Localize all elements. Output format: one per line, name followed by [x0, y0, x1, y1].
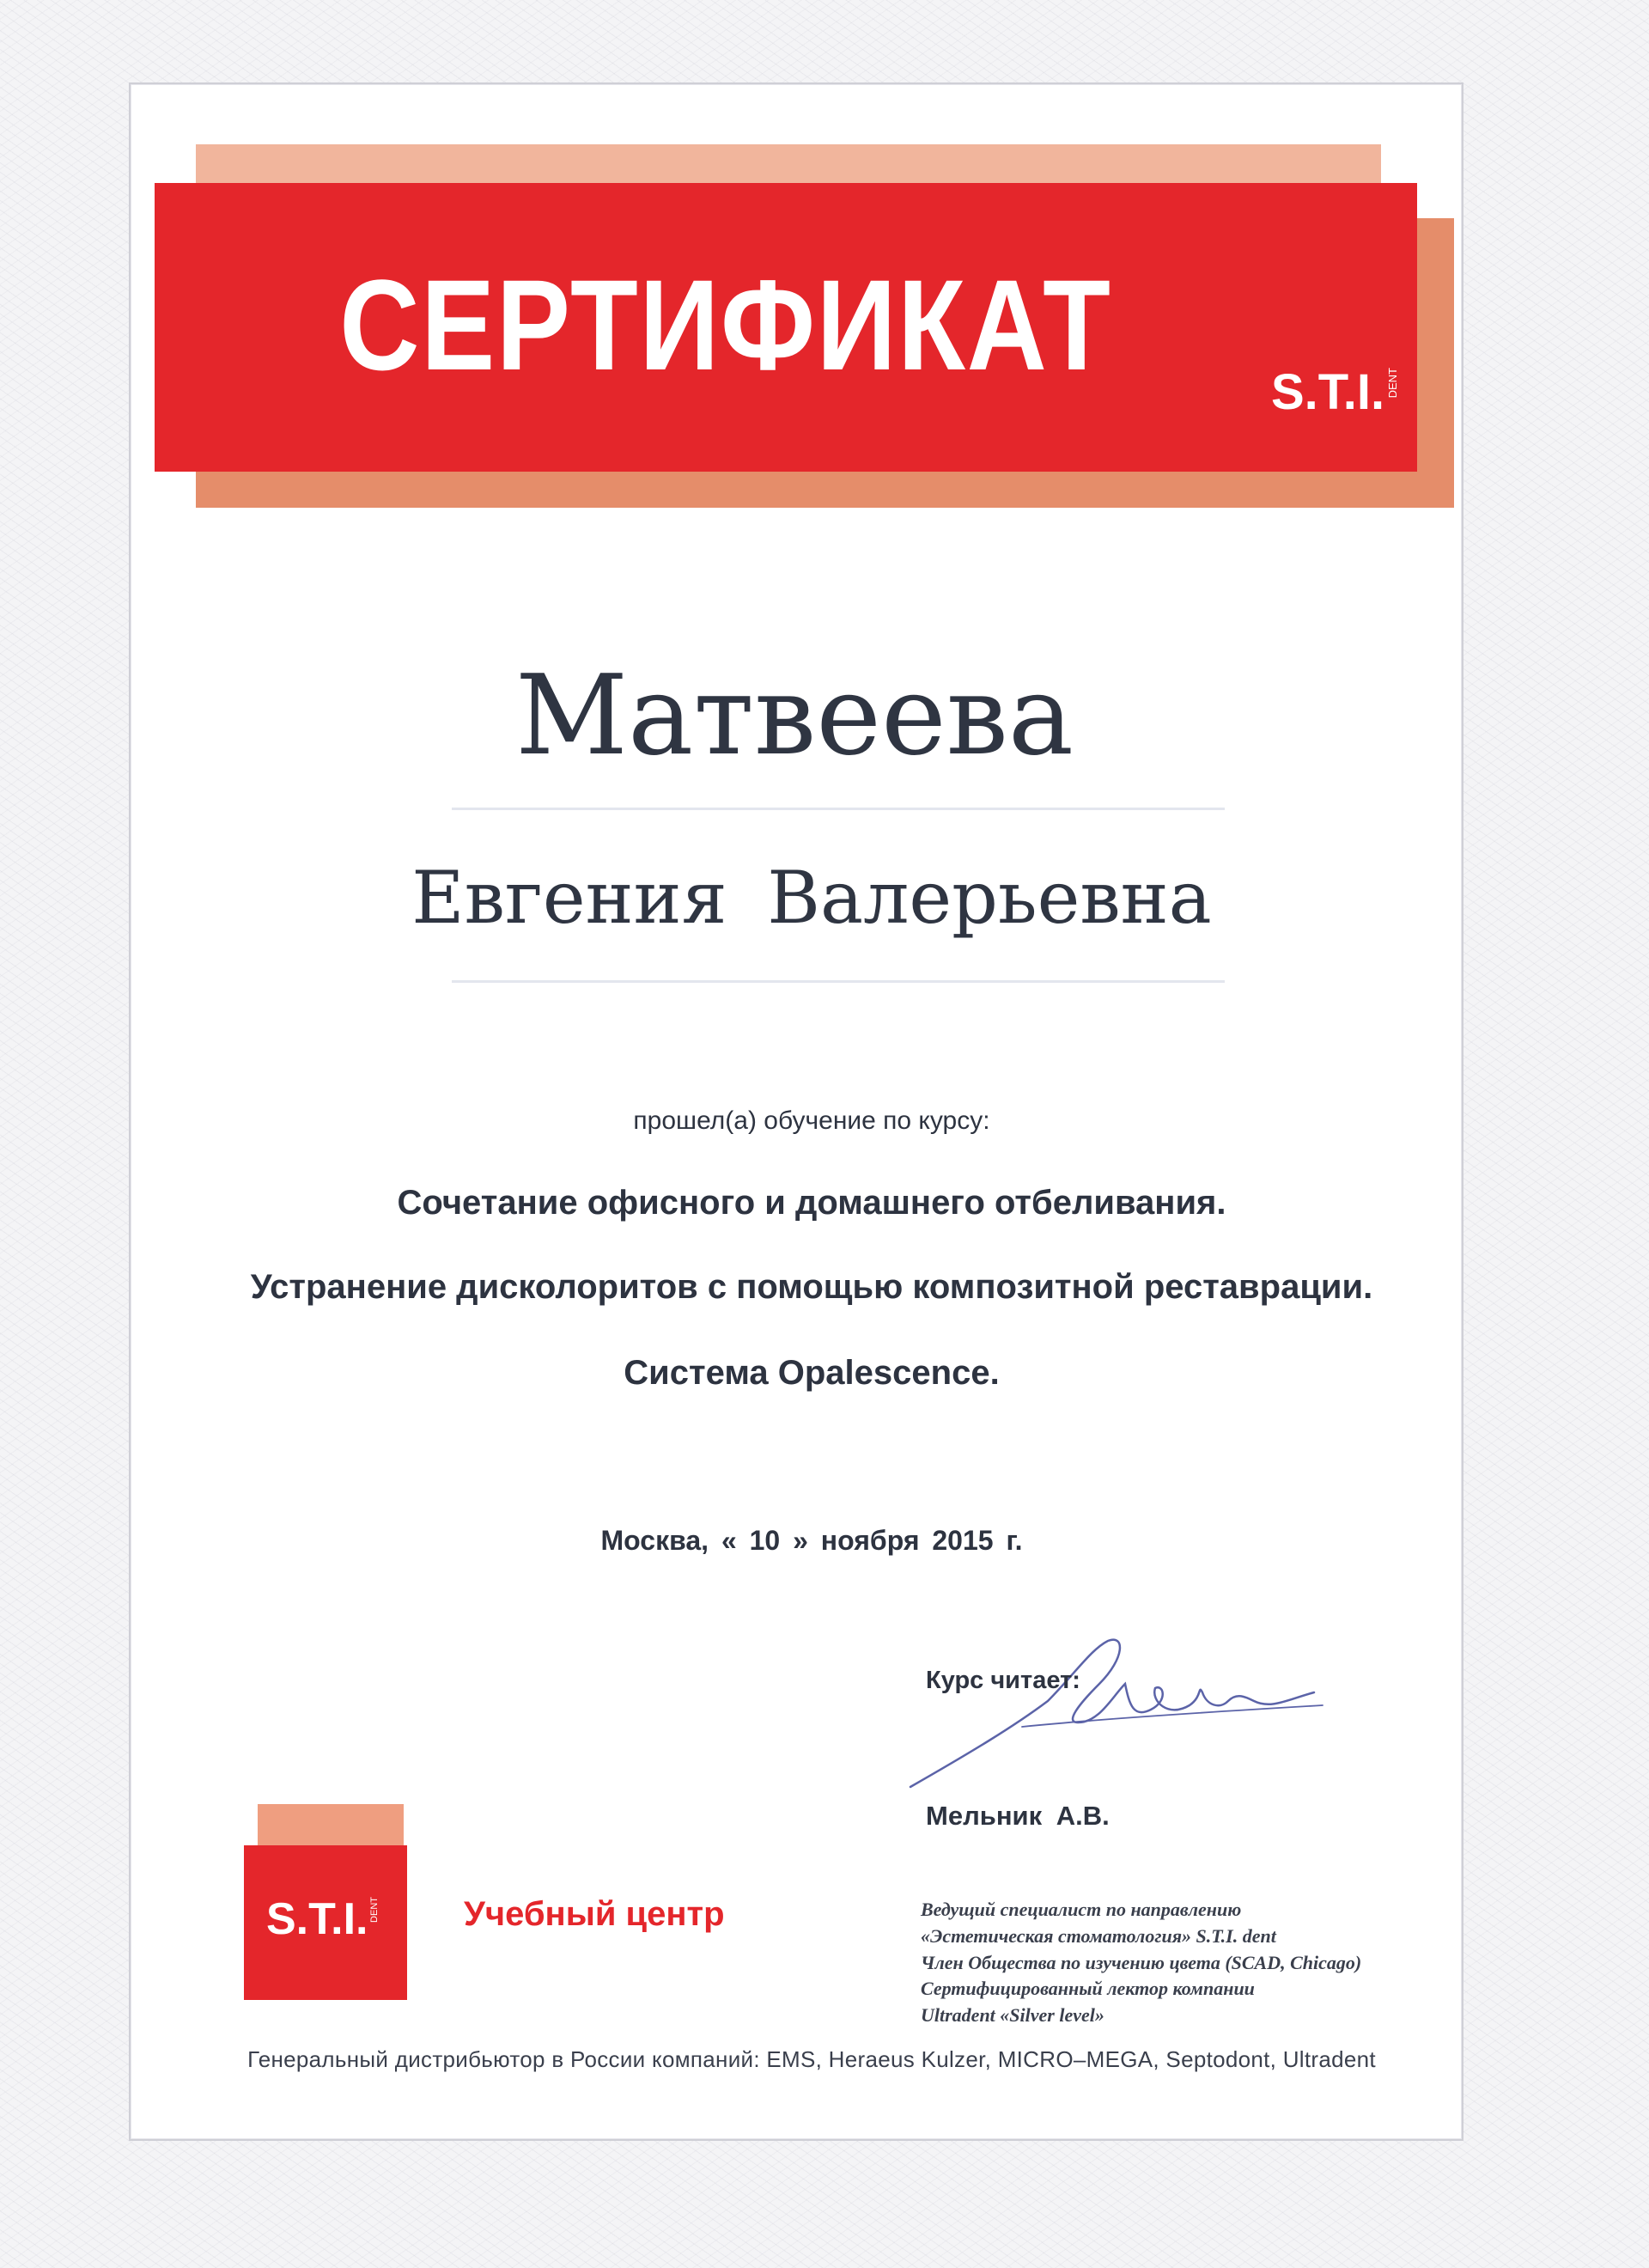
- signature-image: [893, 1624, 1340, 1796]
- logo-subtext: DENT: [1386, 368, 1400, 399]
- lecturer-name: Мельник А.В.: [926, 1801, 1110, 1831]
- lecturer-label: Курс читает:: [926, 1667, 1080, 1694]
- credential-line: Сертифицированный лектор компании: [921, 1978, 1255, 2000]
- training-center-label: Учебный центр: [464, 1895, 725, 1933]
- certificate-title: СЕРТИФИКАТ: [339, 253, 1112, 397]
- recipient-surname: Матвеева: [514, 652, 1074, 780]
- lecturer-credentials: [921, 1897, 1361, 2029]
- recipient-given-names: Евгения Валерьевна: [411, 856, 1212, 940]
- credential-line: Ultradent «Silver level»: [921, 2004, 1104, 2027]
- divider: [452, 980, 1225, 983]
- banner-shadow-top: [196, 144, 1381, 186]
- divider: [452, 808, 1225, 810]
- logo-text: S.T.I.: [266, 1894, 368, 1944]
- sti-dent-logo: [244, 1845, 407, 2000]
- title-banner: [155, 183, 1417, 472]
- course-line: Устранение дисколоритов с помощью композитной реставрации.: [250, 1268, 1373, 1306]
- course-intro: прошел(а) обучение по курсу:: [633, 1107, 990, 1135]
- logo-text: S.T.I.: [1271, 364, 1385, 420]
- logo-subtext: DENT: [369, 1897, 380, 1923]
- credential-line: Ведущий специалист по направлению: [921, 1899, 1242, 1920]
- course-line: Сочетание офисного и домашнего отбеливания.: [397, 1184, 1226, 1222]
- credential-line: «Эстетическая стоматология» S.T.I. dent: [921, 1924, 1276, 1947]
- place-and-date: Москва, « 10 » ноября 2015 г.: [600, 1525, 1023, 1556]
- credential-line: Член Общества по изучению цвета (SCAD, Chicago): [921, 1951, 1362, 1973]
- sti-dent-logo: [1271, 364, 1400, 420]
- distributor-footer: Генеральный дистрибьютор в России компаний: EMS, Heraeus Kulzer, MICRO–MEGA, Septodont, Ultradent: [247, 2046, 1376, 2072]
- course-line: Система Opalescence.: [624, 1354, 1000, 1392]
